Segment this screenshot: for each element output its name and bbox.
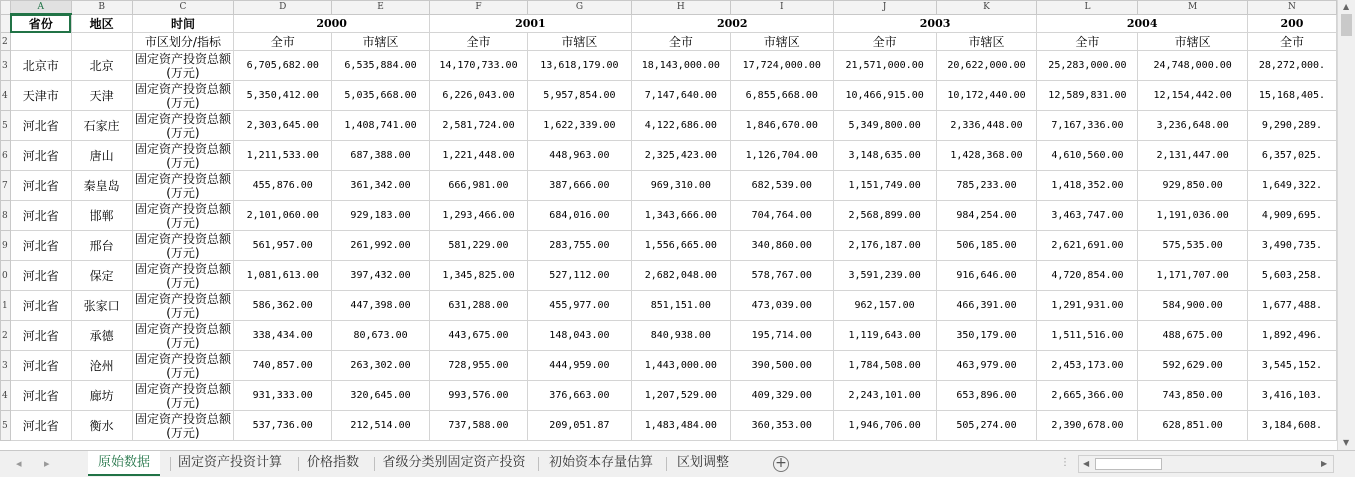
tab-divider [538,457,539,471]
cell-value[interactable]: 6,705,682.00 [234,51,332,81]
cell-value[interactable]: 1,291,931.00 [1037,291,1138,321]
cell-value[interactable]: 80,673.00 [332,321,430,351]
header-subcolumn[interactable]: 市辖区 [1138,33,1248,51]
cell-value[interactable]: 1,443,000.00 [631,351,730,381]
cell-value[interactable]: 447,398.00 [332,291,430,321]
cell-value[interactable]: 5,349,800.00 [833,111,936,141]
column-header-i[interactable]: I [730,1,833,15]
cell-value[interactable]: 2,682,048.00 [631,261,730,291]
cell-value[interactable]: 592,629.00 [1138,351,1248,381]
column-header-m[interactable]: M [1138,1,1248,15]
cell-value[interactable]: 737,588.00 [429,411,527,441]
select-all-corner[interactable] [1,1,11,15]
tab-sheet[interactable]: 初始资本存量估算 [548,455,653,470]
column-header-n[interactable]: N [1247,1,1336,15]
column-header-j[interactable]: J [833,1,936,15]
cell-province[interactable]: 河北省 [10,381,71,411]
cell-value[interactable]: 2,336,448.00 [936,111,1037,141]
cell-province[interactable]: 河北省 [10,231,71,261]
cell-value[interactable]: 984,254.00 [936,201,1037,231]
table-row [1,291,1337,321]
cell-value[interactable]: 2,621,691.00 [1037,231,1138,261]
cell-value[interactable]: 5,035,668.00 [332,81,430,111]
cell-value[interactable]: 338,434.00 [234,321,332,351]
cell-value[interactable]: 14,170,733.00 [429,51,527,81]
header-year[interactable]: 2001 [429,14,631,33]
cell-value[interactable]: 1,126,704.00 [730,141,833,171]
cell-region[interactable]: 张家口 [71,291,132,321]
cell-value[interactable]: 24,748,000.00 [1138,51,1248,81]
cell-value[interactable]: 666,981.00 [429,171,527,201]
header-year[interactable]: 2003 [833,14,1037,33]
cell-value[interactable]: 1,345,825.00 [429,261,527,291]
cell-region[interactable]: 沧州 [71,351,132,381]
column-header-a[interactable]: A [10,1,71,15]
cell-value[interactable]: 3,416,103. [1247,381,1336,411]
cell-value[interactable]: 397,432.00 [332,261,430,291]
header-subcolumn[interactable]: 全市 [833,33,936,51]
cell-value[interactable]: 993,576.00 [429,381,527,411]
cell-value[interactable]: 3,236,648.00 [1138,111,1248,141]
cell-value[interactable]: 463,979.00 [936,351,1037,381]
cell-value[interactable]: 2,303,645.00 [234,111,332,141]
cell-indicator[interactable]: 固定资产投资总额(万元) [132,201,234,231]
cell-province[interactable]: 天津市 [10,81,71,111]
cell-value[interactable]: 360,353.00 [730,411,833,441]
cell-indicator[interactable]: 固定资产投资总额(万元) [132,51,234,81]
table-row [1,51,1337,81]
cell-value[interactable]: 3,545,152. [1247,351,1336,381]
column-header-k[interactable]: K [936,1,1037,15]
cell-value[interactable]: 743,850.00 [1138,381,1248,411]
cell-region[interactable]: 邢台 [71,231,132,261]
cell-value[interactable]: 12,589,831.00 [1037,81,1138,111]
cell-province[interactable]: 河北省 [10,321,71,351]
cell-value[interactable]: 361,342.00 [332,171,430,201]
scroll-left-icon[interactable]: ◀ [1083,459,1090,468]
cell-value[interactable]: 283,755.00 [528,231,632,261]
cell-value[interactable]: 1,622,339.00 [528,111,632,141]
row-header[interactable]: 0 [1,261,11,291]
row-header[interactable]: 2 [1,33,11,51]
cell-region[interactable]: 石家庄 [71,111,132,141]
cell-value[interactable]: 488,675.00 [1138,321,1248,351]
header-year[interactable]: 200 [1247,14,1336,33]
cell-region[interactable]: 衡水 [71,411,132,441]
cell-value[interactable]: 9,290,289. [1247,111,1336,141]
cell-value[interactable]: 3,490,735. [1247,231,1336,261]
cell-value[interactable]: 2,243,101.00 [833,381,936,411]
table-row [1,171,1337,201]
cell-value[interactable]: 2,131,447.00 [1138,141,1248,171]
row-header[interactable]: 9 [1,231,11,261]
cell-value[interactable]: 929,850.00 [1138,171,1248,201]
cell-value[interactable]: 851,151.00 [631,291,730,321]
cell-value[interactable]: 704,764.00 [730,201,833,231]
cell-value[interactable]: 1,408,741.00 [332,111,430,141]
row-header[interactable]: 3 [1,351,11,381]
cell-value[interactable]: 25,283,000.00 [1037,51,1138,81]
cell-value[interactable]: 448,963.00 [528,141,632,171]
cell-value[interactable]: 584,900.00 [1138,291,1248,321]
cell-value[interactable]: 586,362.00 [234,291,332,321]
cell-value[interactable]: 6,357,025. [1247,141,1336,171]
column-header-l[interactable]: L [1037,1,1138,15]
header-subcolumn[interactable]: 全市 [234,33,332,51]
cell-value[interactable]: 13,618,179.00 [528,51,632,81]
cell-value[interactable]: 3,591,239.00 [833,261,936,291]
cell-region[interactable]: 唐山 [71,141,132,171]
cell-indicator[interactable]: 固定资产投资总额(万元) [132,321,234,351]
cell-province[interactable]: 河北省 [10,111,71,141]
cell-value[interactable]: 1,211,533.00 [234,141,332,171]
cell-value[interactable]: 6,535,884.00 [332,51,430,81]
table-row [1,231,1337,261]
cell-empty[interactable] [10,33,71,51]
cell-value[interactable]: 1,293,466.00 [429,201,527,231]
cell-value[interactable]: 1,846,670.00 [730,111,833,141]
cell-value[interactable]: 1,511,516.00 [1037,321,1138,351]
cell-indicator[interactable]: 固定资产投资总额(万元) [132,171,234,201]
cell-province[interactable]: 河北省 [10,351,71,381]
cell-value[interactable]: 575,535.00 [1138,231,1248,261]
row-header[interactable]: 3 [1,51,11,81]
cell-value[interactable]: 7,147,640.00 [631,81,730,111]
column-header-e[interactable]: E [332,1,430,15]
cell-value[interactable]: 4,909,695. [1247,201,1336,231]
cell-value[interactable]: 916,646.00 [936,261,1037,291]
cell-value[interactable]: 21,571,000.00 [833,51,936,81]
cell-region[interactable]: 邯郸 [71,201,132,231]
scroll-down-icon[interactable]: ▼ [1343,438,1350,447]
cell-province[interactable]: 河北省 [10,201,71,231]
cell-value[interactable]: 728,955.00 [429,351,527,381]
cell-value[interactable]: 1,946,706.00 [833,411,936,441]
cell-value[interactable]: 1,119,643.00 [833,321,936,351]
cell-value[interactable]: 1,649,322. [1247,171,1336,201]
cell-value[interactable]: 443,675.00 [429,321,527,351]
cell-value[interactable]: 148,043.00 [528,321,632,351]
cell-value[interactable]: 6,855,668.00 [730,81,833,111]
row-header[interactable]: 4 [1,381,11,411]
cell-value[interactable]: 2,390,678.00 [1037,411,1138,441]
cell-indicator[interactable]: 固定资产投资总额(万元) [132,291,234,321]
cell-value[interactable]: 1,151,749.00 [833,171,936,201]
cell-value[interactable]: 962,157.00 [833,291,936,321]
cell-indicator[interactable]: 固定资产投资总额(万元) [132,141,234,171]
cell-value[interactable]: 687,388.00 [332,141,430,171]
cell-value[interactable]: 376,663.00 [528,381,632,411]
cell-value[interactable]: 785,233.00 [936,171,1037,201]
cell-indicator[interactable]: 固定资产投资总额(万元) [132,381,234,411]
cell-value[interactable]: 387,666.00 [528,171,632,201]
table-row [1,351,1337,381]
cell-value[interactable]: 2,101,060.00 [234,201,332,231]
cell-value[interactable]: 12,154,442.00 [1138,81,1248,111]
cell-value[interactable]: 5,603,258. [1247,261,1336,291]
cell-value[interactable]: 740,857.00 [234,351,332,381]
cell-region[interactable]: 廊坊 [71,381,132,411]
cell-province[interactable]: 河北省 [10,411,71,441]
cell-indicator[interactable]: 固定资产投资总额(万元) [132,81,234,111]
cell-value[interactable]: 15,168,405. [1247,81,1336,111]
cell-value[interactable]: 28,272,000. [1247,51,1336,81]
cell-indicator[interactable]: 固定资产投资总额(万元) [132,231,234,261]
header-subcolumn[interactable]: 市辖区 [332,33,430,51]
cell-value[interactable]: 1,343,666.00 [631,201,730,231]
table-row [1,411,1337,441]
cell-value[interactable]: 505,274.00 [936,411,1037,441]
cell-value[interactable]: 931,333.00 [234,381,332,411]
row-header[interactable]: 6 [1,141,11,171]
tab-divider [374,457,375,471]
table-row [1,321,1337,351]
cell-value[interactable]: 1,677,488. [1247,291,1336,321]
column-header-g[interactable]: G [528,1,632,15]
header-year[interactable]: 2002 [631,14,833,33]
table-row [1,201,1337,231]
tab-divider [298,457,299,471]
cell-value[interactable]: 320,645.00 [332,381,430,411]
cell-indicator[interactable]: 固定资产投资总额(万元) [132,261,234,291]
column-header-d[interactable]: D [234,1,332,15]
cell-value[interactable]: 1,784,508.00 [833,351,936,381]
scroll-up-icon[interactable]: ▲ [1343,2,1350,11]
vertical-scrollbar[interactable] [1337,0,1355,450]
table-row [1,81,1337,111]
cell-region[interactable]: 秦皇岛 [71,171,132,201]
cell-value[interactable]: 455,977.00 [528,291,632,321]
header-subcolumn[interactable]: 市辖区 [730,33,833,51]
cell-value[interactable]: 1,221,448.00 [429,141,527,171]
cell-value[interactable]: 10,172,440.00 [936,81,1037,111]
cell-value[interactable]: 1,556,665.00 [631,231,730,261]
cell-value[interactable]: 455,876.00 [234,171,332,201]
cell-value[interactable]: 1,081,613.00 [234,261,332,291]
header-subcolumn[interactable]: 全市 [1247,33,1336,51]
vertical-scroll-thumb[interactable] [1341,14,1352,36]
add-sheet-icon[interactable]: + [773,456,789,472]
header-time[interactable]: 时间 [132,14,234,33]
horizontal-scroll-thumb[interactable] [1095,458,1162,470]
cell-value[interactable]: 561,957.00 [234,231,332,261]
cell-value[interactable]: 18,143,000.00 [631,51,730,81]
cell-value[interactable]: 5,350,412.00 [234,81,332,111]
column-header-f[interactable]: F [429,1,527,15]
horizontal-scrollbar[interactable] [1078,455,1334,473]
tab-sheet[interactable]: 省级分类别固定资产投资 [382,455,526,470]
cell-value[interactable]: 409,329.00 [730,381,833,411]
cell-value[interactable]: 1,191,036.00 [1138,201,1248,231]
cell-value[interactable]: 340,860.00 [730,231,833,261]
cell-value[interactable]: 212,514.00 [332,411,430,441]
header-subcolumn[interactable]: 全市 [631,33,730,51]
cell-value[interactable]: 10,466,915.00 [833,81,936,111]
cell-value[interactable]: 390,500.00 [730,351,833,381]
row-header[interactable]: 8 [1,201,11,231]
cell-value[interactable]: 466,391.00 [936,291,1037,321]
tab-sheet[interactable]: 价格指数 [306,455,359,470]
header-year[interactable]: 2004 [1037,14,1247,33]
cell-value[interactable]: 1,428,368.00 [936,141,1037,171]
cell-value[interactable]: 444,959.00 [528,351,632,381]
cell-value[interactable]: 209,051.87 [528,411,632,441]
cell-value[interactable]: 2,568,899.00 [833,201,936,231]
cell-value[interactable]: 2,665,366.00 [1037,381,1138,411]
cell-value[interactable]: 1,418,352.00 [1037,171,1138,201]
header-year[interactable]: 2000 [234,14,430,33]
header-subcolumn[interactable]: 市辖区 [528,33,632,51]
cell-value[interactable]: 473,039.00 [730,291,833,321]
cell-value[interactable]: 3,463,747.00 [1037,201,1138,231]
cell-value[interactable]: 969,310.00 [631,171,730,201]
cell-indicator[interactable]: 固定资产投资总额(万元) [132,111,234,141]
cell-value[interactable]: 5,957,854.00 [528,81,632,111]
cell-province[interactable]: 河北省 [10,291,71,321]
cell-value[interactable]: 578,767.00 [730,261,833,291]
tab-sheet[interactable]: 原始数据 [88,451,160,476]
cell-province[interactable]: 北京市 [10,51,71,81]
cell-province[interactable]: 河北省 [10,261,71,291]
cell-region[interactable]: 天津 [71,81,132,111]
column-header-b[interactable]: B [71,1,132,15]
row-header[interactable]: 2 [1,321,11,351]
table-row [1,381,1337,411]
cell-indicator[interactable]: 固定资产投资总额(万元) [132,411,234,441]
cell-value[interactable]: 581,229.00 [429,231,527,261]
cell-value[interactable]: 840,938.00 [631,321,730,351]
cell-value[interactable]: 527,112.00 [528,261,632,291]
row-header[interactable]: 1 [1,291,11,321]
cell-empty[interactable] [71,33,132,51]
cell-value[interactable]: 653,896.00 [936,381,1037,411]
table-row [1,261,1337,291]
cell-value[interactable]: 4,122,686.00 [631,111,730,141]
cell-value[interactable]: 350,179.00 [936,321,1037,351]
cell-value[interactable]: 1,483,484.00 [631,411,730,441]
cell-value[interactable]: 7,167,336.00 [1037,111,1138,141]
cell-value[interactable]: 682,539.00 [730,171,833,201]
cell-indicator[interactable]: 固定资产投资总额(万元) [132,351,234,381]
cell-value[interactable]: 4,610,560.00 [1037,141,1138,171]
cell-value[interactable]: 17,724,000.00 [730,51,833,81]
column-header-c[interactable]: C [132,1,234,15]
cell-region[interactable]: 北京 [71,51,132,81]
table-row [1,141,1337,171]
header-subcolumn[interactable]: 市辖区 [936,33,1037,51]
row-header[interactable] [1,14,11,33]
header-region[interactable]: 地区 [71,14,132,33]
tab-sheet[interactable]: 区划调整 [676,455,729,470]
header-province[interactable]: 省份 [10,14,71,33]
column-header-h[interactable]: H [631,1,730,15]
tab-divider [170,457,171,471]
cell-value[interactable]: 195,714.00 [730,321,833,351]
cell-value[interactable]: 929,183.00 [332,201,430,231]
cell-value[interactable]: 506,185.00 [936,231,1037,261]
cell-value[interactable]: 2,453,173.00 [1037,351,1138,381]
cell-value[interactable]: 537,736.00 [234,411,332,441]
cell-value[interactable]: 1,207,529.00 [631,381,730,411]
cell-value[interactable]: 2,325,423.00 [631,141,730,171]
cell-value[interactable]: 684,016.00 [528,201,632,231]
scroll-right-icon[interactable]: ▶ [1321,459,1328,468]
cell-value[interactable]: 4,720,854.00 [1037,261,1138,291]
header-subcolumn[interactable]: 全市 [1037,33,1138,51]
cell-value[interactable]: 628,851.00 [1138,411,1248,441]
cell-value[interactable]: 6,226,043.00 [429,81,527,111]
cell-province[interactable]: 河北省 [10,171,71,201]
cell-value[interactable]: 631,288.00 [429,291,527,321]
tab-divider [666,457,667,471]
table-row [1,111,1337,141]
cell-region[interactable]: 保定 [71,261,132,291]
row-header[interactable]: 4 [1,81,11,111]
cell-value[interactable]: 263,302.00 [332,351,430,381]
header-subcolumn[interactable]: 全市 [429,33,527,51]
cell-region[interactable]: 承德 [71,321,132,351]
tab-scroll-left-icon[interactable]: ◂ [16,457,22,470]
cell-value[interactable]: 1,171,707.00 [1138,261,1248,291]
header-subheader[interactable]: 市区划分/指标 [132,33,234,51]
cell-province[interactable]: 河北省 [10,141,71,171]
cell-value[interactable]: 3,184,608. [1247,411,1336,441]
row-header[interactable]: 5 [1,111,11,141]
cell-value[interactable]: 2,581,724.00 [429,111,527,141]
cell-value[interactable]: 261,992.00 [332,231,430,261]
cell-value[interactable]: 1,892,496. [1247,321,1336,351]
cell-value[interactable]: 2,176,187.00 [833,231,936,261]
row-header[interactable]: 5 [1,411,11,441]
tab-sheet[interactable]: 固定资产投资计算 [177,455,282,470]
tab-scroll-right-icon[interactable]: ▸ [44,457,50,470]
more-options-icon[interactable]: ⋮ [1060,457,1070,468]
cell-value[interactable]: 3,148,635.00 [833,141,936,171]
cell-value[interactable]: 20,622,000.00 [936,51,1037,81]
row-header[interactable]: 7 [1,171,11,201]
